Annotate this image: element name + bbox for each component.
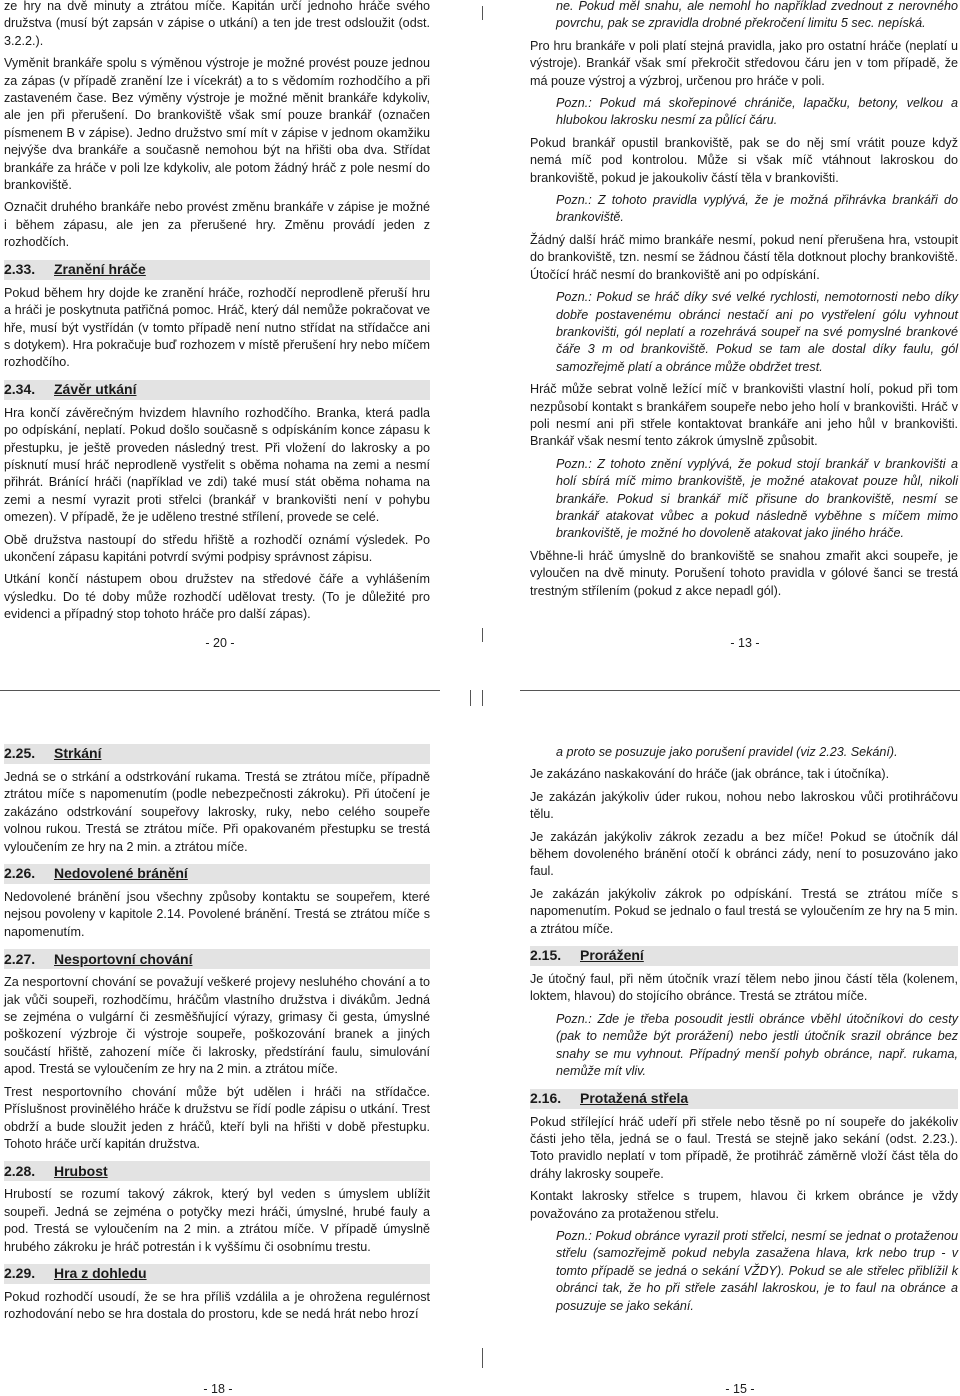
paragraph: Za nesportovní chování se považují veškeré projevy nesluhého chování a to jak vůči soupeři, rozhodčímu, hráčům vlastního družstva i divákům. Jedná se zejména o vulgární či zesměšňující výrazy, grimasy či gesta, úmyslné poškození výzbroje či výstroje soupeře, poškozování branek a jiných součástí hřiště, zahození míče či lakrosky, předstírání faulu, simulování apod. Trestá se vyloučením ze hry na 2 min. a ztrátou míče. [4,975,430,1077]
section-title: Nedovolené bránění [54,865,188,882]
section-heading [4,864,430,884]
section-number: 2.26. [4,865,36,882]
page-number: - 20 - [205,636,235,650]
page-number: - 13 - [730,636,760,650]
paragraph: Pokud rozhodčí usoudí, že se hra příliš vzdálila a je ohrožena regulérnost rozhodování nebo se hra dostala do prostoru, kde se nedá hrát nebo hrozí [4,1289,430,1322]
paragraph: Pokud střílející hráč udeří při střele nebo těsně po ní soupeře do jakékoliv části jeho těla, jedná se o faul. Trestá se stejně jako sekání (odst. 2.23.). Toto pravidlo neplatí v tom případě, že protihráč záměrně vloží část těla do dráhy lakrosky soupeře. [530,1114,958,1181]
paragraph: Utkání končí nástupem obou družstev na středové čáře a vyhlášením výsledku. Do té doby může rozhodčí udělovat tresty. (To je důležité pro evidenci a případný stop tohoto hráče pro další zápas). [4,572,430,622]
paragraph: Žádný další hráč mimo brankáře nesmí, pokud není přerušena hra, vstoupit do brankoviště, tzn. nesmí se žádnou částí těla dotknout plochy brankoviště. Útočící hráč nesmí do brankoviště ani po odpískání. [530,232,958,282]
paragraph: Je útočný faul, při něm útočník vrazí tělem nebo jinou částí těla (kolenem, loktem, hlavou) do stojícího obránce. Trestá se ztrátou míče. [530,972,958,1004]
paragraph: Kontakt lakrosky střelce s trupem, hlavou či krkem obránce je vždy považováno za protaženou střelu. [530,1189,958,1221]
paragraph: Označit druhého brankáře nebo provést změnu brankáře v zápise je možné i během zápasu, ale jen za přerušené hry. Změnu provádí jeden z rozhodčích. [4,200,430,250]
note: Pozn.: Z tohoto pravidla vyplývá, že je možná přihrávka brankáři do brankoviště. [556,193,958,225]
section-number: 2.28. [4,1162,36,1179]
paragraph: Vyměnit brankáře spolu s výměnou výstroje je možné provést pouze jednou za zápas (v případě zranění lze i vícekrát) a to s vědomím rozhodčího a při zastaveném čase. Bez výměny výstroje je možné měnit brankáře kdykoliv, ale jen při přerušení. Do brankoviště však smí pouze brankář (označen písmenem B v zápise). Jedno družstvo smí mít v zápise v jednom okamžiku nejvýše dva brankáře a současně nemohou být na hřišti oba dva. Střídat brankáře za hráče v poli lze kdykoliv, ale potom žádný hráč z pole nesmí do brankoviště. [4,56,430,193]
section-heading [4,260,430,280]
top-right-column [530,0,958,605]
section-heading [4,1264,430,1284]
top-left-column [4,0,430,629]
fold-mark [482,690,483,706]
paragraph: Je zakázán jakýkoliv zákrok zezadu a bez míče! Pokud se útočník dál během dovoleného bránění otočí k obránci zády, není to posuzováno jako faul. [530,829,958,879]
section-title: Protažená střela [580,1089,689,1106]
section-heading [4,380,430,400]
crop-mark [520,690,960,691]
section-heading [4,1161,430,1181]
note: Pozn.: Pokud má skořepinové chrániče, lapačku, betony, velkou a hlubokou lakrosku nesmí za půlící čáru. [556,96,958,128]
paragraph: Trest nesportovního chování může být udělen i hráči na střídačce. Příslušnost provinělého hráče k družstvu se řídí podle zápisu o utkání. Trest obdrží a bude sloužit jeden z hráčů, kteří byli na hřišti v době přestupku. Tohoto hráče určí kapitán družstva. [4,1084,430,1151]
paragraph: Je zakázáno naskakování do hráče (jak obránce, tak i útočníka). [530,767,890,782]
section-title: Závěr utkání [54,381,137,398]
paragraph: Nedovolené bránění jsou všechny způsoby kontaktu se soupeřem, které nejsou povoleny v kapitole 2.14. Povolené bránění. Trestá se ztrátou míče s napomenutím. [4,890,430,939]
note: Pozn.: Pokud obránce vyrazil proti střelci, nesmí se jednat o protaženou střelu (samozřejmě pokud nebyla zasažena hlava, krk nebo trup - v tomto případě se jedná o sekání VŽDY). Pokud se ale střelec přiblížil k obránci tak, že ho při střele zasáhl lakroskou, je to faul na obránce a posuzuje se jako sekání. [556,1228,958,1313]
section-number: 2.15. [530,947,562,964]
paragraph: Pokud během hry dojde ke zranění hráče, rozhodčí neprodleně přeruší hru a hráči je poskytnuta patřičná pomoc. Hráč, který dál nemůže pokračovat ve hře, musí být vystřídán (v tomto případě není nutno střídat na střídačce ani s dotykem). Hra pokračuje buď rozhozem v místě přerušení hry nebo míčem rozhodčího. [4,285,430,370]
crop-mark [0,690,440,691]
section-heading [530,946,958,966]
paragraph: Hráč může sebrat volně ležící míč v brankovišti vlastní holí, pokud při tom nezpůsobí kontakt s brankářem soupeře nebo jeho holí v brankovišti. Hráč v poli nesmí ani při střele kontaktovat brankáře ani jeho hůl v brankovišti. Brankář však nesmí tento zákrok úmyslně způsobit. [530,382,958,449]
fold-mark [470,690,471,706]
section-title: Hrubost [54,1162,108,1179]
note: Pozn.: Pokud se hráč díky své velké rychlosti, nemotornosti nebo díky dobře postavenému obránci nestačí ani po vystřelení gólu vyhnout brankovišti, gól neplatí a rozehrává soupeř na své pomyslné brankové čáře 3 m od brankoviště. Pokud se tam ale dostal díky faulu, gól samozřejmě platí a obránce může obdržet trest. [556,290,958,374]
fold-mark [482,6,483,20]
section-title: Hra z dohledu [54,1265,147,1282]
section-heading [4,949,430,969]
paragraph: Obě družstva nastoupí do středu hřiště a rozhodčí oznámí výsledek. Po ukončení zápasu kapitáni potvrdí svými podpisy správnost zápisu. [4,532,430,564]
paragraph: Hrubostí se rozumí takový zákrok, který byl veden s úmyslem ublížit soupeři. Jedná se zejména o potyčky mezi hráči, úmyslné, hrubé fauly a pod. Trestá se vyloučením na 2 min. a ztrátou míče. V případě úmyslně hrubého zákroku je hráč potrestán i k vyššímu či osobnímu trestu. [4,1187,430,1254]
bottom-right-column [530,744,958,1320]
paragraph: ze hry na dvě minuty a ztrátou míče. Kapitán určí jednoho hráče svého družstva (musí být zapsán v zápise o utkání) a ten jde trest odsloužit (odst. 3.2.2.). [4,0,430,48]
section-title: Zranění hráče [54,260,146,277]
page-number: - 18 - [203,1382,233,1396]
section-number: 2.29. [4,1265,36,1282]
paragraph: Je zakázán jakýkoliv úder rukou, nohou nebo lakroskou vůči protihráčovu tělu. [530,789,958,822]
paragraph: Je zakázán jakýkoliv zákrok po odpískání. Trestá se ztrátou míče s napomenutím. Pokud se jednalo o faul trestá se vyloučením ze hry na 5 min. a ztrátou míče. [530,886,958,936]
paragraph: Vběhne-li hráč úmyslně do brankoviště se snahou zmařit akci soupeře, je vyloučen na dvě minuty. Porušení tohoto pravidla v gólové šanci se trestá trestným střílením (pokud z akce nepadl gól). [530,548,958,598]
section-number: 2.34. [4,381,36,398]
note: Pozn.: Zde je třeba posoudit jestli obránce vběhl útočníkovi do cesty (pak to nemůže být prorážení) nebo jestli útočník srazil obránce bez snahy se mu vyhnout. Případný menší pohyb obránce, např. rukama, nemůže mít vliv. [556,1011,958,1079]
section-number: 2.16. [530,1089,562,1106]
fold-mark [482,1348,483,1368]
fold-mark [482,628,483,642]
section-heading [530,1089,958,1109]
paragraph: Jedná se o strkání a odstrkování rukama. Trestá se ztrátou míče, případně ztrátou míče s napomenutím (podle nebezpečnosti zákroku). Při útočení je zakázáno odstrkování soupeřovy lakrosky, ruky, nebo celého soupeře volnou rukou. Trestá se ztrátou míče. Při opakovaném přestupku se trestá vyloučením ze hry na 2 min. a ztrátou míče. [4,770,430,854]
section-title: Strkání [54,745,102,762]
note: ne. Pokud měl snahu, ale nemohl ho například zvednout z nerovného povrchu, pak se zpravidla drobné překročení limitu 5 sec. nepíská. [556,0,958,31]
note: Pozn.: Z tohoto znění vyplývá, že pokud stojí brankář v brankovišti a holí sbírá míč mimo brankoviště, je možné atakovat pouze hůl, nikoli brankáře. Pokud si brankář míč přisune do brankoviště, nesmí se brankář atakovat vůbec a pokud následně vyběhne s míčem mimo brankoviště, je možné ho dovoleně atakovat jako jiného hráče. [556,456,958,541]
section-title: Prorážení [580,947,644,964]
paragraph: Pro hru brankáře v poli platí stejná pravidla, jako pro ostatní hráče (neplatí u výstroje). Brankář však smí překročit středovou čáru jen v tom případě, že má pouze výstroj a výzbroj, určenou pro hráče v poli. [530,38,958,88]
section-number: 2.25. [4,745,36,762]
section-title: Nesportovní chování [54,950,193,967]
section-number: 2.27. [4,950,36,967]
page-number: - 15 - [725,1382,755,1396]
note: a proto se posuzuje jako porušení pravidel (viz 2.23. Sekání). [556,745,898,759]
paragraph: Hra končí závěrečným hvizdem hlavního rozhodčího. Branka, která padla po odpískání, neplatí. Pokud došlo současně s odpískáním konce zápasu k přestupku, je ještě proveden následný trest. Při vložení do lakrosky a po písknutí musí hráč neprodleně vystřelit s oběma nohama na zemi a nesmí přihrát. Bránící hráči (například ve zdi) také musí stát oběma nohama na zemi a nesmí vyrazit proti střelci (brankář v brankovišti není v pohybu omezen). V případě, že je uděleno trestné střílení, provede se celé. [4,405,430,525]
section-number: 2.33. [4,260,36,277]
section-heading [4,744,430,764]
paragraph: Pokud brankář opustil brankoviště, pak se do něj smí vrátit pouze když nemá míč pod kontrolou. Může si však míč vtáhnout lakroskou do brankoviště, pokud je jakoukoliv částí těla v brankovišti. [530,135,958,185]
bottom-left-column [4,744,430,1329]
